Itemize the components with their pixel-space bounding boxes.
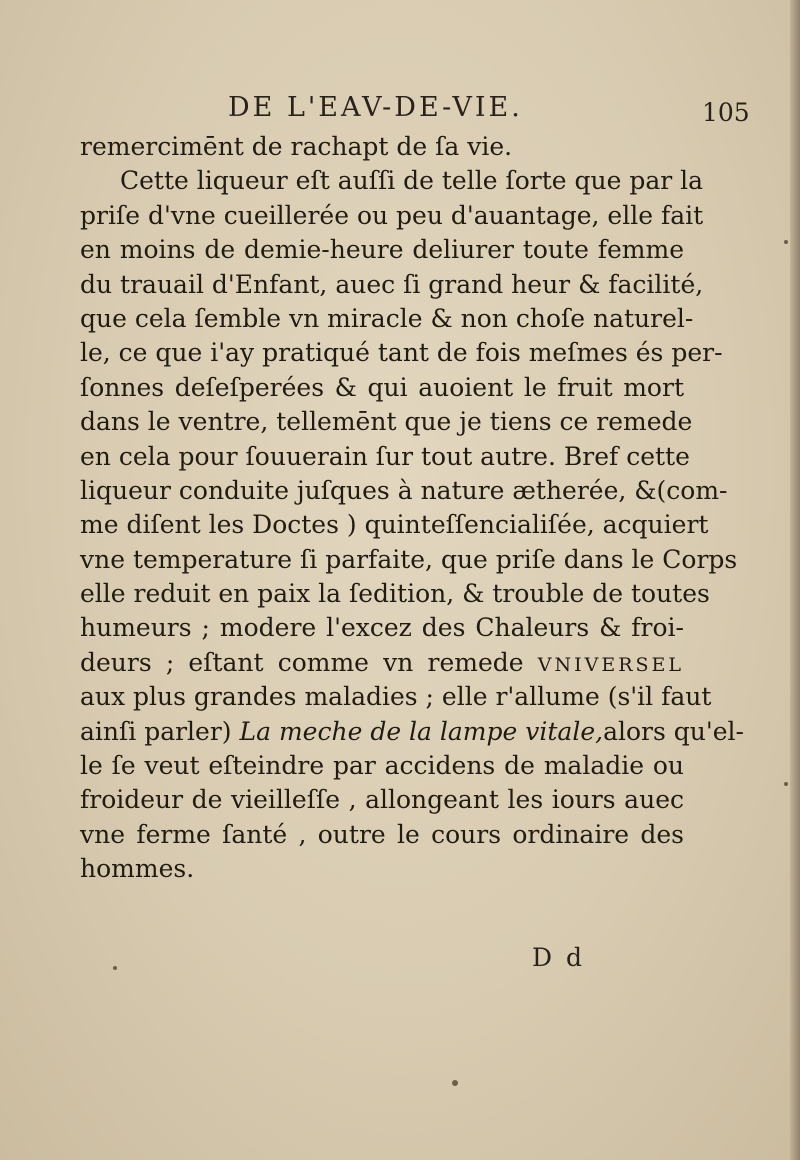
italic-phrase: La meche de la lampe vitale, (239, 716, 604, 746)
page-edge (790, 0, 800, 1160)
paper-spot (113, 966, 117, 970)
text-line (80, 646, 684, 680)
text-segment: deurs ; eſtant comme vn remede (80, 647, 524, 677)
text-line: me diſent les Doctes ) quinteſſencialiſée, acquiert (80, 510, 709, 540)
text-line: ſonnes deſeſperées & qui auoient le fruit mort (80, 372, 684, 402)
paper-spot (452, 1080, 458, 1086)
signature-mark: D d (532, 943, 585, 972)
text-line (80, 715, 744, 749)
text-segment: ainſi parler) (80, 716, 232, 746)
running-head: DE L'EAV-DE-VIE. (228, 92, 523, 123)
page-number: 105 (702, 98, 750, 127)
text-line: priſe d'vne cueillerée ou peu d'auantage, elle fait (80, 200, 704, 230)
text-line: que cela ſemble vn miracle & non choſe naturel- (80, 303, 694, 333)
text-line: vne ferme ſanté , outre le cours ordinaire des (80, 819, 684, 849)
text-segment: alors qu'el- (603, 716, 744, 746)
text-line: dans le ventre, tellemēnt que je tiens ce remede (80, 407, 693, 437)
smallcaps-word: VNIVERSEL (537, 653, 685, 676)
text-line: le, ce que i'ay pratiqué tant de fois meſmes és per- (80, 338, 723, 368)
paper-spot (784, 782, 788, 786)
text-line: elle reduit en paix la ſedition, & trouble de toutes (80, 579, 710, 609)
text-line: hommes. (80, 854, 195, 884)
text-line: Cette liqueur eſt auſſi de telle ſorte que par la (120, 166, 704, 196)
text-line: en cela pour ſouuerain ſur tout autre. Bref cette (80, 441, 690, 471)
text-line: aux plus grandes maladies ; elle r'allume (s'il faut (80, 682, 712, 712)
text-line: remercimēnt de rachapt de ſa vie. (80, 132, 513, 161)
text-line: en moins de demie-heure deliurer toute femme (80, 235, 684, 265)
text-line: liqueur conduite juſques à nature ætherée, &(com- (80, 475, 728, 505)
text-line: du trauail d'Enfant, auec ſi grand heur & facilité, (80, 269, 704, 299)
text-line: vne temperature ſi parfaite, que priſe dans le Corps (80, 544, 738, 574)
text-line: le ſe veut eſteindre par accidens de maladie ou (80, 751, 684, 781)
text-line: humeurs ; modere l'excez des Chaleurs & froi- (80, 613, 684, 643)
paper-spot (784, 240, 788, 244)
text-line: froideur de vieilleſſe , allongeant les iours auec (80, 785, 684, 815)
body-text (80, 130, 744, 887)
